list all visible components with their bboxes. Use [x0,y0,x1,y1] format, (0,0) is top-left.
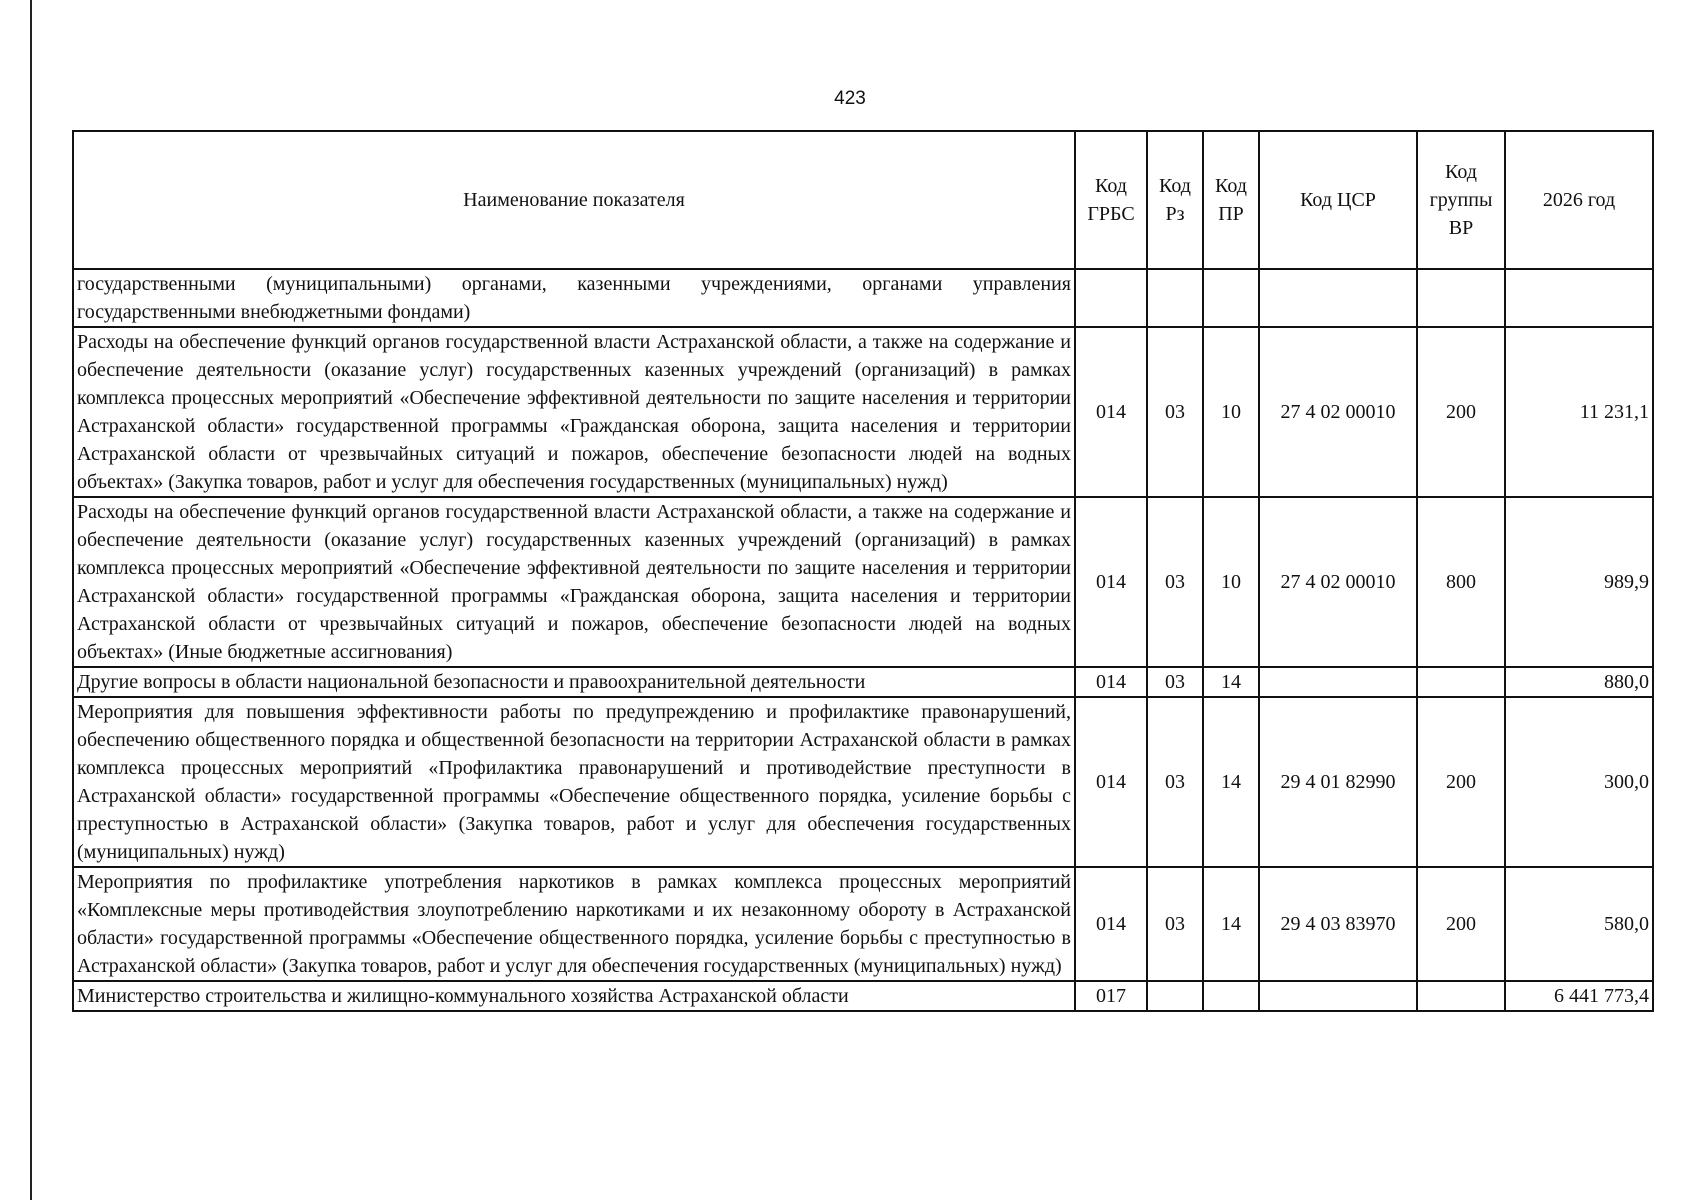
row-csr: 29 4 01 82990 [1259,697,1417,867]
row-csr [1259,667,1417,697]
row-vr [1417,667,1505,697]
row-amount: 6 441 773,4 [1505,981,1653,1011]
table-row [73,497,1653,667]
row-amount [1505,269,1653,327]
row-amount: 989,9 [1505,497,1653,667]
row-vr: 200 [1417,327,1505,497]
row-csr: 27 4 02 00010 [1259,327,1417,497]
row-csr: 27 4 02 00010 [1259,497,1417,667]
row-grbs [1075,269,1147,327]
row-csr [1259,981,1417,1011]
row-pr [1203,981,1259,1011]
page-number: 423 [834,88,866,109]
header-grbs: Код ГРБС [1075,131,1147,269]
table-row [73,667,1653,697]
row-rz: 03 [1147,867,1203,981]
row-grbs: 014 [1075,327,1147,497]
row-rz [1147,269,1203,327]
row-rz: 03 [1147,497,1203,667]
row-name: Мероприятия по профилактике употребления наркотиков в рамках комплекса процессных мероприятий «Комплексные меры противодействия злоупотреблению наркотиками и их незаконному обороту в Астраханской области» государственной программы «Обеспечение общественного порядка, усиление борьбы с преступностью в Астраханской области» (Закупка товаров, работ и услуг для обеспечения государственных (муниципальных) нужд) [73,867,1075,981]
row-rz: 03 [1147,667,1203,697]
table-header-row [73,131,1653,269]
row-amount: 11 231,1 [1505,327,1653,497]
row-pr: 10 [1203,327,1259,497]
row-grbs: 014 [1075,697,1147,867]
row-csr [1259,269,1417,327]
row-rz: 03 [1147,327,1203,497]
left-margin-line [30,0,32,1200]
row-pr: 14 [1203,867,1259,981]
budget-table [72,130,1654,1012]
table-row [73,867,1653,981]
table-row [73,327,1653,497]
row-vr [1417,269,1505,327]
row-amount: 580,0 [1505,867,1653,981]
row-vr [1417,981,1505,1011]
header-name: Наименование показателя [73,131,1075,269]
row-csr: 29 4 03 83970 [1259,867,1417,981]
row-grbs: 014 [1075,497,1147,667]
row-pr: 14 [1203,697,1259,867]
row-grbs: 017 [1075,981,1147,1011]
row-vr: 200 [1417,697,1505,867]
row-name: Расходы на обеспечение функций органов государственной власти Астраханской области, а также на содержание и обеспечение деятельности (оказание услуг) государственных казенных учреждений (организаций) в рамках комплекса процессных мероприятий «Обеспечение эффективной деятельности по защите населения и территории Астраханской области» государственной программы «Гражданская оборона, защита населения и территории Астраханской области от чрезвычайных ситуаций и пожаров, обеспечение безопасности людей на водных объектах» (Закупка товаров, работ и услуг для обеспечения государственных (муниципальных) нужд) [73,327,1075,497]
row-grbs: 014 [1075,867,1147,981]
row-name: Министерство строительства и жилищно-коммунального хозяйства Астраханской области [73,981,1075,1011]
row-name: государственными (муниципальными) органами, казенными учреждениями, органами управления государственными внебюджетными фондами) [73,269,1075,327]
row-amount: 300,0 [1505,697,1653,867]
table-row [73,697,1653,867]
row-vr: 200 [1417,867,1505,981]
row-rz: 03 [1147,697,1203,867]
row-name: Другие вопросы в области национальной безопасности и правоохранительной деятельности [73,667,1075,697]
row-amount: 880,0 [1505,667,1653,697]
row-grbs: 014 [1075,667,1147,697]
table-row [73,981,1653,1011]
row-name: Мероприятия для повышения эффективности работы по предупреждению и профилактике правонарушений, обеспечению общественного порядка и общественной безопасности на территории Астраханской области в рамках комплекса процессных мероприятий «Профилактика правонарушений и противодействие преступности в Астраханской области» государственной программы «Обеспечение общественного порядка, усиление борьбы с преступностью в Астраханской области» (Закупка товаров, работ и услуг для обеспечения государственных (муниципальных) нужд) [73,697,1075,867]
row-pr [1203,269,1259,327]
header-pr: Код ПР [1203,131,1259,269]
table-row [73,269,1653,327]
header-vr: Код группы ВР [1417,131,1505,269]
row-name: Расходы на обеспечение функций органов государственной власти Астраханской области, а также на содержание и обеспечение деятельности (оказание услуг) государственных казенных учреждений (организаций) в рамках комплекса процессных мероприятий «Обеспечение эффективной деятельности по защите населения и территории Астраханской области» государственной программы «Гражданская оборона, защита населения и территории Астраханской области от чрезвычайных ситуаций и пожаров, обеспечение безопасности людей на водных объектах» (Иные бюджетные ассигнования) [73,497,1075,667]
row-pr: 14 [1203,667,1259,697]
row-rz [1147,981,1203,1011]
header-csr: Код ЦСР [1259,131,1417,269]
row-pr: 10 [1203,497,1259,667]
row-vr: 800 [1417,497,1505,667]
header-rz: Код Рз [1147,131,1203,269]
header-year: 2026 год [1505,131,1653,269]
